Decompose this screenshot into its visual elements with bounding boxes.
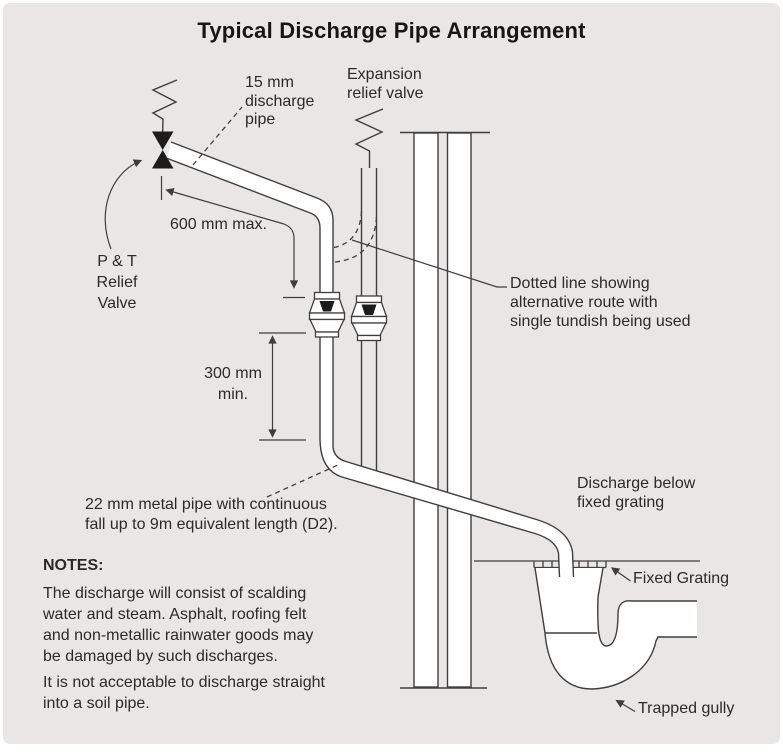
label-line: fall up to 9m equivalent length (D2).	[85, 516, 338, 533]
tundish-right	[352, 296, 387, 341]
pt-valve-spring-icon	[153, 80, 177, 132]
wall-leaf-inner	[448, 133, 472, 687]
ground-and-grating	[474, 561, 700, 568]
label-line: min.	[217, 386, 249, 403]
label-discharge-below	[577, 474, 695, 512]
label-metal-pipe	[85, 495, 338, 535]
trapped-gully-arrow	[617, 701, 636, 712]
label-line: single tundish being used	[510, 313, 691, 330]
page-title: Typical Discharge Pipe Arrangement	[197, 18, 586, 43]
label-line: relief valve	[347, 85, 424, 102]
label-expansion-valve	[347, 65, 423, 103]
note-line: be damaged by such discharges.	[43, 648, 278, 665]
label-line: P & T	[97, 253, 137, 270]
label-line: Dotted line showing	[510, 275, 650, 292]
pt-valve-label-leader	[105, 161, 141, 250]
label-discharge-pipe	[245, 74, 314, 130]
label-fixed-grating: Fixed Grating	[633, 570, 730, 587]
label-line: alternative route with	[510, 294, 658, 311]
expansion-valve-spring-icon	[356, 109, 383, 168]
label-pt-valve	[77, 251, 157, 314]
label-line: Discharge below	[577, 475, 696, 492]
dim600-arrow-line	[167, 190, 295, 288]
note-line: It is not acceptable to discharge straight	[43, 674, 325, 691]
note-line: water and steam. Asphalt, roofing felt	[43, 606, 307, 623]
label-line: pipe	[245, 111, 276, 128]
note-line: into a soil pipe.	[43, 695, 150, 712]
label-line: 15 mm	[245, 74, 294, 91]
label-line: discharge	[245, 92, 315, 110]
notes-heading: NOTES:	[43, 557, 104, 574]
notes-paragraph-2	[43, 672, 325, 714]
discharge-pipe-label-leader	[193, 107, 242, 165]
wall-section	[400, 133, 490, 689]
notes-paragraph-1	[43, 583, 313, 667]
label-line: Valve	[97, 295, 137, 312]
alt-route-dash-lower	[335, 217, 377, 262]
label-line: 300 mm	[204, 365, 262, 382]
label-600mm: 600 mm max.	[170, 216, 267, 233]
label-line: Relief	[96, 274, 138, 291]
wall-leaf-outer	[414, 133, 438, 687]
fixed-grating-arrow	[612, 568, 631, 581]
label-300mm	[188, 363, 278, 405]
label-trapped-gully: Trapped gully	[638, 700, 735, 717]
label-line: Expansion	[347, 66, 422, 83]
label-dotted-route	[510, 274, 691, 331]
label-line: fixed grating	[577, 494, 665, 511]
tundish-left	[310, 293, 345, 338]
label-line: 22 mm metal pipe with continuous	[85, 496, 327, 513]
note-line: The discharge will consist of scalding	[43, 585, 307, 602]
note-line: and non-metallic rainwater goods may	[43, 627, 314, 644]
